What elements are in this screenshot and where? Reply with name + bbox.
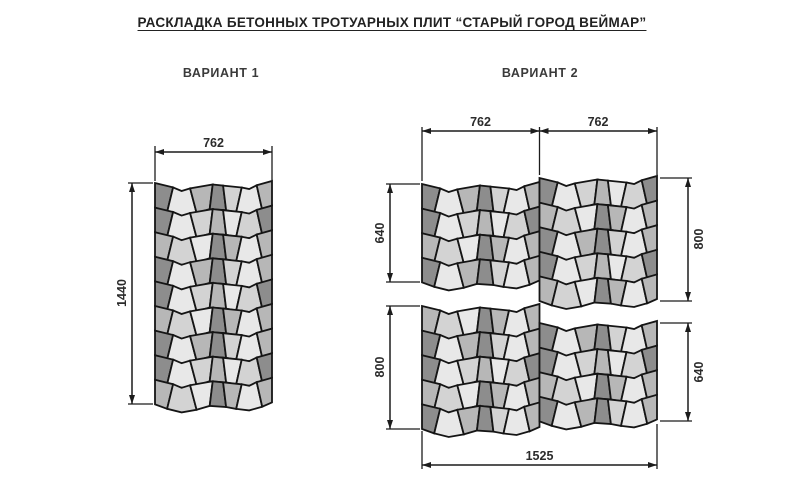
- dim-v2-total-width: 1525: [525, 449, 554, 463]
- dim-v2-top-right: 762: [587, 115, 609, 129]
- dim-v2-upper-left: 640: [373, 222, 387, 244]
- dim-v2-lower-left: 800: [373, 356, 387, 378]
- variant1-label: ВАРИАНТ 1: [182, 66, 260, 80]
- variant2-tile-pattern: [422, 176, 657, 437]
- variant2-label: ВАРИАНТ 2: [501, 66, 579, 80]
- dim-v2-lower-right: 640: [692, 361, 706, 383]
- dim-v1-height: 1440: [115, 279, 129, 307]
- dim-v1-width: 762: [203, 136, 224, 150]
- dim-v2-upper-right: 800: [692, 228, 706, 250]
- dim-v2-top-left: 762: [470, 115, 491, 129]
- variant1-tile-pattern: [155, 181, 272, 412]
- page-title: РАСКЛАДКА БЕТОННЫХ ТРОТУАРНЫХ ПЛИТ “СТАРЫЙ ГОРОД ВЕЙМАР”: [137, 15, 647, 30]
